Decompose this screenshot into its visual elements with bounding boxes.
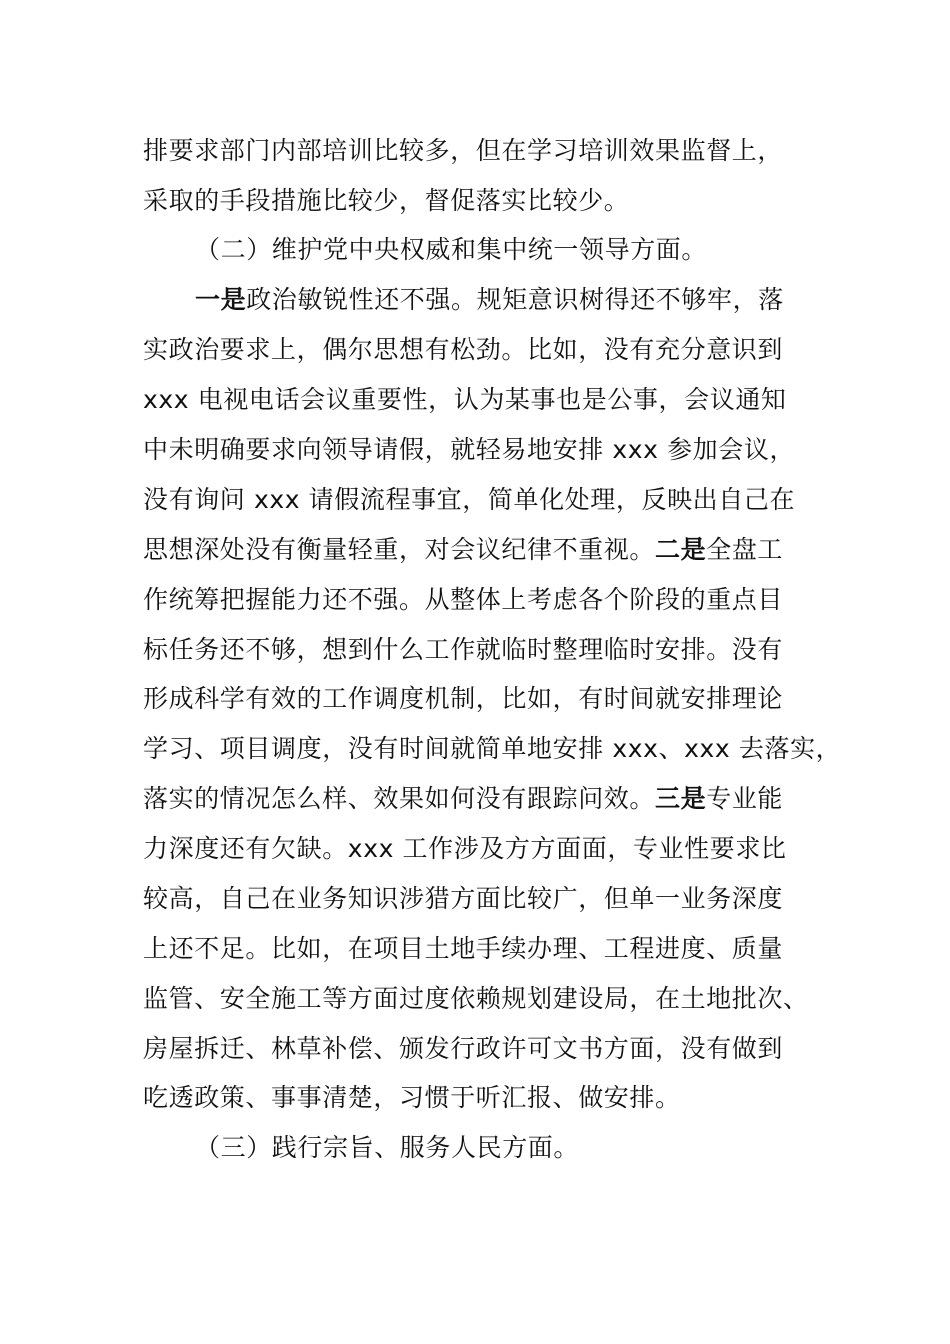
paragraph-line: 标任务还不够，想到什么工作就临时整理临时安排。没有 xyxy=(143,635,784,664)
paragraph-line: 形成科学有效的工作调度机制，比如，有时间就安排理论 xyxy=(143,684,784,713)
line-text: 专业能 xyxy=(706,784,784,813)
paragraph-line: 没有询问 xxx 请假流程事宜，简单化处理，反映出自己在 xyxy=(143,485,796,514)
paragraph-line: 吃透政策、事事清楚，习惯于听汇报、做安排。 xyxy=(143,1083,681,1112)
line-text: 思想深处没有衡量轻重，对会议纪律不重视。 xyxy=(143,535,656,564)
paragraph-line: 采取的手段措施比较少，督促落实比较少。 xyxy=(143,186,630,215)
point-label: 三是 xyxy=(655,784,707,813)
paragraph-line xyxy=(143,784,783,814)
paragraph-line: 监管、安全施工等方面过度依赖规划建设局，在土地批次、 xyxy=(143,984,809,1013)
point-label: 一是 xyxy=(195,285,247,314)
paragraph-line: 较高，自己在业务知识涉猎方面比较广，但单一业务深度 xyxy=(143,884,784,913)
paragraph-line xyxy=(195,285,784,315)
paragraph-line: 学习、项目调度，没有时间就简单地安排 xxx、xxx 去落实， xyxy=(143,734,842,763)
section-heading: （二）维护党中央权威和集中统一领导方面。 xyxy=(195,235,708,264)
section-heading: （三）践行宗旨、服务人民方面。 xyxy=(195,1133,580,1162)
line-text: 全盘工 xyxy=(706,535,784,564)
paragraph-line: 排要求部门内部培训比较多，但在学习培训效果监督上， xyxy=(143,136,784,165)
paragraph-line: 实政治要求上，偶尔思想有松劲。比如，没有充分意识到 xyxy=(143,335,784,364)
paragraph-line: 作统筹把握能力还不强。从整体上考虑各个阶段的重点目 xyxy=(143,585,784,614)
paragraph-line: 房屋拆迁、林草补偿、颁发行政许可文书方面，没有做到 xyxy=(143,1034,784,1063)
paragraph-line xyxy=(143,535,783,565)
point-label: 二是 xyxy=(655,535,707,564)
paragraph-line: 中未明确要求向领导请假，就轻易地安排 xxx 参加会议， xyxy=(143,435,796,464)
line-text: 落实的情况怎么样、效果如何没有跟踪问效。 xyxy=(143,784,656,813)
paragraph-line: xxx 电视电话会议重要性，认为某事也是公事，会议通知 xyxy=(143,385,787,414)
paragraph-line: 力深度还有欠缺。xxx 工作涉及方方面面，专业性要求比 xyxy=(143,834,787,863)
point-text: 政治敏锐性还不强。规矩意识树得还不够牢，落 xyxy=(246,285,784,314)
paragraph-line: 上还不足。比如，在项目土地手续办理、工程进度、质量 xyxy=(143,934,784,963)
